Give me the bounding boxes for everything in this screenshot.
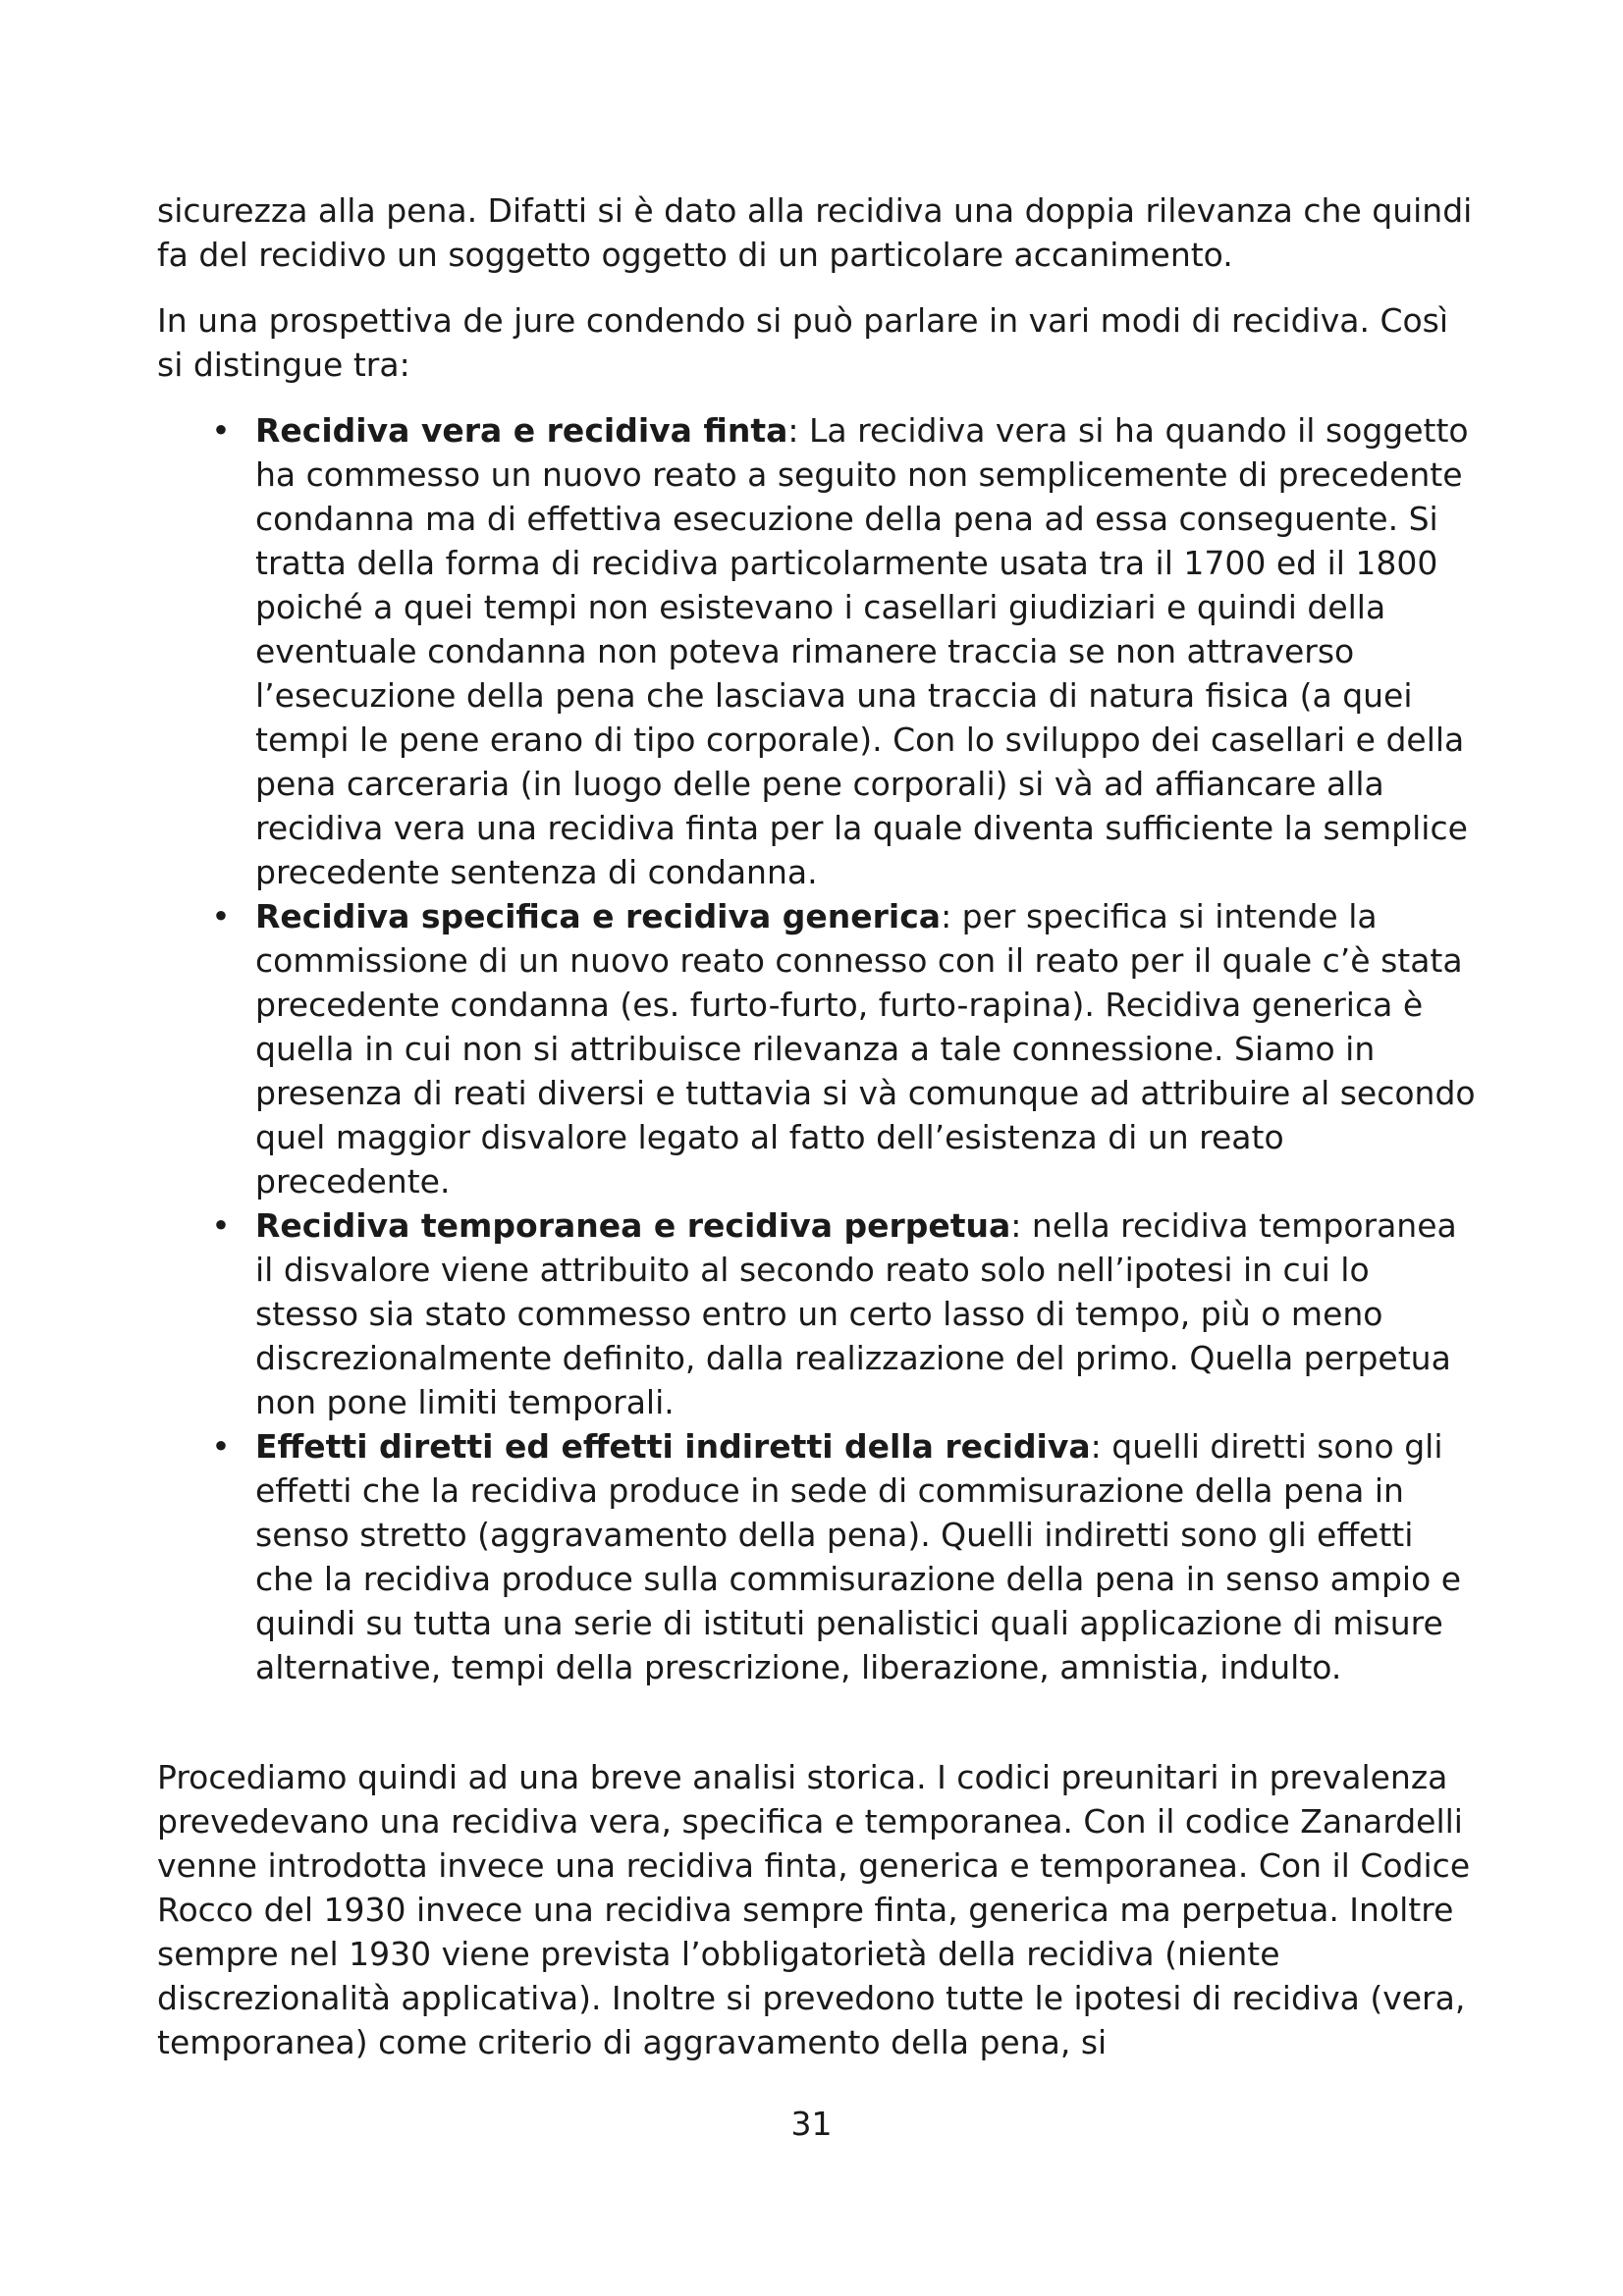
list-item [157, 1203, 1478, 1424]
list-item [157, 1424, 1478, 1689]
recidiva-types-list [157, 408, 1478, 1689]
list-item-term: Recidiva specifica e recidiva generica [255, 897, 942, 935]
list-item-text: : per specifica si intende la commissione di un nuovo reato connesso con il reato per il quale c’è stata precedente condanna (es. furto-furto, furto-rapina). Recidiva generica è quella in cui non si attribuisce rilevanza a tale connessione. Siamo in presenza di reati diversi e tuttavia si và comunque ad attribuire al secondo quel maggior disvalore legato al fatto dell’esistenza di un reato precedente. [255, 897, 1476, 1201]
list-item-term: Recidiva temporanea e recidiva perpetua [255, 1206, 1011, 1245]
list-item [157, 408, 1478, 894]
bullet-icon: • [211, 1206, 231, 1245]
list-item [157, 894, 1478, 1203]
page-number: 31 [790, 2105, 833, 2143]
list-item-text: : quelli diretti sono gli effetti che la recidiva produce in sede di commisurazione della pena in senso stretto (aggravamento della pena). Quelli indiretti sono gli effetti che la recidiva produce sulla commisurazione della pena in senso ampio e quindi su tutta una serie di istituti penalistici quali applicazione di misure alternative, tempi della prescrizione, liberazione, amnistia, indulto. [255, 1427, 1462, 1686]
paragraph-intro-continuation: sicurezza alla pena. Difatti si è dato alla recidiva una doppia rilevanza che quindi fa del recidivo un soggetto oggetto di un particolare accanimento. [157, 191, 1473, 274]
paragraph-prospective: In una prospettiva de jure condendo si può parlare in vari modi di recidiva. Così si distingue tra: [157, 301, 1449, 384]
bullet-icon: • [211, 1427, 231, 1466]
list-item-term: Recidiva vera e recidiva finta [255, 411, 788, 450]
paragraph-history: Procediamo quindi ad una breve analisi storica. I codici preunitari in prevalenza prevedevano una recidiva vera, specifica e temporanea. Con il codice Zanardelli venne introdotta invece una recidiva finta, generica e temporanea. Con il Codice Rocco del 1930 invece una recidiva sempre finta, generica ma perpetua. Inoltre sempre nel 1930 viene prevista l’obbligatorietà della recidiva (niente discrezionalità applicativa). Inoltre si prevedono tutte le ipotesi di recidiva (vera, temporanea) come criterio di aggravamento della pena, si [157, 1758, 1471, 2061]
list-item-term: Effetti diretti ed effetti indiretti della recidiva [255, 1427, 1091, 1466]
bullet-icon: • [211, 411, 231, 450]
bullet-icon: • [211, 897, 231, 935]
page-body [157, 188, 1478, 2064]
list-item-text: : La recidiva vera si ha quando il soggetto ha commesso un nuovo reato a seguito non semplicemente di precedente condanna ma di effettiva esecuzione della pena ad essa conseguente. Si tratta della forma di recidiva particolarmente usata tra il 1700 ed il 1800 poiché a quei tempi non esistevano i casellari giudiziari e quindi della eventuale condanna non poteva rimanere traccia se non attraverso l’esecuzione della pena che lasciava una traccia di natura fisica (a quei tempi le pene erano di tipo corporale). Con lo sviluppo dei casellari e della pena carceraria (in luogo delle pene corporali) si và ad affiancare alla recidiva vera una recidiva finta per la quale diventa sufficiente la semplice precedente sentenza di condanna. [255, 411, 1469, 891]
list-item-text: : nella recidiva temporanea il disvalore viene attribuito al secondo reato solo nell’ipotesi in cui lo stesso sia stato commesso entro un certo lasso di tempo, più o meno discrezionalmente definito, dalla realizzazione del primo. Quella perpetua non pone limiti temporali. [255, 1206, 1457, 1421]
